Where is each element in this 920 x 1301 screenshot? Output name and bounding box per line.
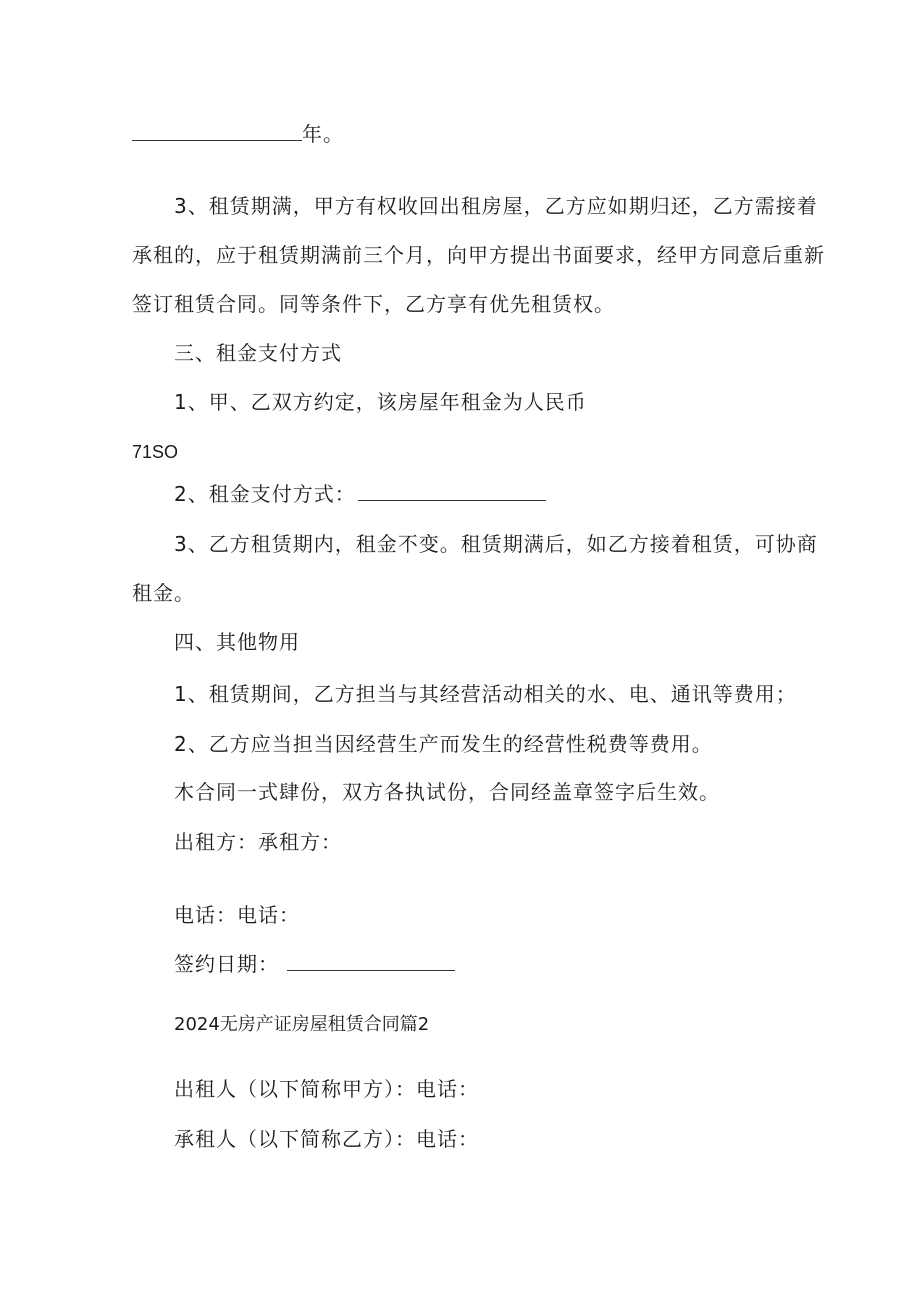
paragraph-line: 木合同一式肆份，双方各执试份，合同经盖章签字后生效。 [174, 780, 720, 804]
term-years-line: 年。 [132, 122, 344, 146]
section-title: 2024无房产证房屋租赁合同篇2 [174, 1014, 430, 1035]
blank-field [287, 952, 455, 971]
rent-amount: 71SO [132, 442, 179, 462]
payment-method-line: 2、租金支付方式： [174, 482, 546, 506]
section-heading: 三、租金支付方式 [174, 341, 342, 365]
paragraph-line: 租金。 [132, 581, 195, 605]
paragraph-line: 签订租赁合同。同等条件下，乙方享有优先租赁权。 [132, 292, 615, 316]
paragraph-line: 承租的，应于租赁期满前三个月，向甲方提出书面要求，经甲方同意后重新 [132, 243, 825, 267]
section-heading: 四、其他物用 [174, 630, 300, 654]
lessee-line: 承租人（以下简称乙方）：电话： [174, 1127, 479, 1151]
paragraph-line: 2、乙方应当担当因经营生产而发生的经营性税费等费用。 [174, 732, 713, 756]
paragraph-line: 1、甲、乙双方约定，该房屋年租金为人民币 [174, 390, 587, 414]
paragraph-line: 3、租赁期满，甲方有权收回出租房屋，乙方应如期归还，乙方需接着 [174, 194, 818, 218]
lessor-line: 出租人（以下简称甲方）：电话： [174, 1077, 479, 1101]
paragraph-line: 1、租赁期间，乙方担当与其经营活动相关的水、电、通讯等费用； [174, 682, 797, 706]
paragraph-line: 3、乙方租赁期内，租金不变。租赁期满后，如乙方接着租赁，可协商 [174, 532, 818, 556]
signature-parties: 出租方：承租方： [174, 830, 342, 854]
phone-line: 电话：电话： [174, 903, 300, 927]
signing-date-line: 签约日期： [174, 952, 455, 976]
blank-field [132, 122, 302, 141]
blank-field [358, 482, 546, 501]
